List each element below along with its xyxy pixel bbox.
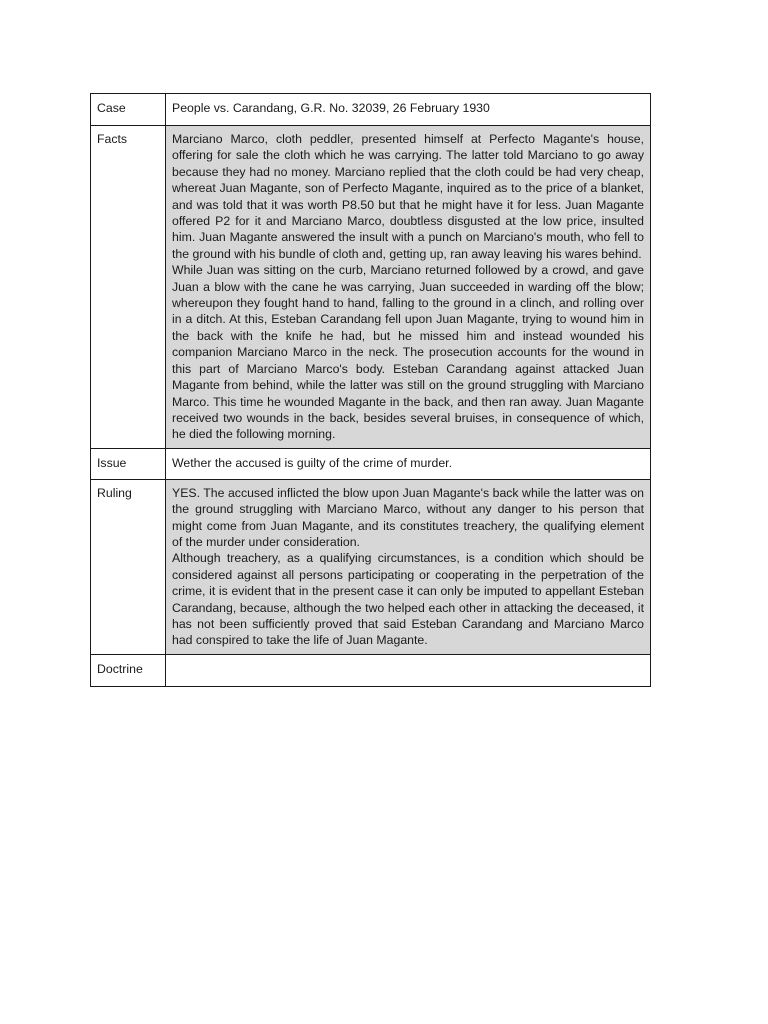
doctrine-label: Doctrine bbox=[91, 654, 166, 686]
issue-label: Issue bbox=[91, 448, 166, 479]
case-label: Case bbox=[91, 94, 166, 126]
issue-row bbox=[91, 448, 651, 479]
issue-text: Wether the accused is guilty of the crime of murder. bbox=[166, 448, 651, 479]
facts-paragraph: While Juan was sitting on the curb, Marciano returned followed by a crowd, and gave Juan a blow with the cane he was carrying, Juan succeeded in warding off the blow; whereupon they fought hand to hand, falling to the ground in a clinch, and rolling over in a ditch. At this, Esteban Carandang fell upon Juan Magante, trying to wound him in the back with the knife he had, but he missed him and instead wounded his companion Marciano Marco in the neck. The prosecution accounts for the wound in this part of Marciano Marco's body. Esteban Carandang against attacked Juan Magante from behind, while the latter was still on the ground struggling with Marciano Marco. This time he wounded Magante in the back, and then ran away. Juan Magante received two wounds in the back, besides several bruises, in consequence of which, he died the following morning. bbox=[172, 263, 644, 442]
facts-content bbox=[166, 126, 651, 449]
ruling-row bbox=[91, 479, 651, 654]
facts-label: Facts bbox=[91, 126, 166, 449]
case-row bbox=[91, 94, 651, 126]
case-title: People vs. Carandang, G.R. No. 32039, 26 February 1930 bbox=[166, 94, 651, 126]
ruling-paragraph: YES. The accused inflicted the blow upon Juan Magante's back while the latter was on the ground struggling with Marciano Marco, without any danger to his person that might come from Juan Magante, and its constitutes treachery, the qualifying element of the murder under consideration. bbox=[172, 485, 644, 549]
facts-paragraph: Marciano Marco, cloth peddler, presented himself at Perfecto Magante's house, offering for sale the cloth which he was carrying. The latter told Marciano to go away because they had no money. Marciano replied that the cloth could be had very cheap, whereat Juan Magante, son of Perfecto Magante, inquired as to the price of a blanket, and was told that it was worth P8.50 but that he might have it for less. Juan Magante offered P2 for it and Marciano Marco, doubtless disgusted at the low price, insulted him. Juan Magante answered the insult with a punch on Marciano's mouth, who fell to the ground with his bundle of cloth and, getting up, ran away leaving his wares behind. bbox=[172, 132, 644, 261]
ruling-content bbox=[166, 479, 651, 654]
ruling-label: Ruling bbox=[91, 479, 166, 654]
doctrine-text bbox=[166, 654, 651, 686]
facts-row bbox=[91, 126, 651, 449]
ruling-paragraph: Although treachery, as a qualifying circumstances, is a condition which should be considered against all persons participating or cooperating in the perpetration of the crime, it is evident that in the present case it can only be imputed to appellant Esteban Carandang, because, although the two helped each other in attacking the deceased, it has not been sufficiently proved that said Esteban Carandang and Marciano Marco had conspired to take the life of Juan Magante. bbox=[172, 551, 644, 648]
case-brief-table bbox=[90, 93, 651, 687]
doctrine-row bbox=[91, 654, 651, 686]
